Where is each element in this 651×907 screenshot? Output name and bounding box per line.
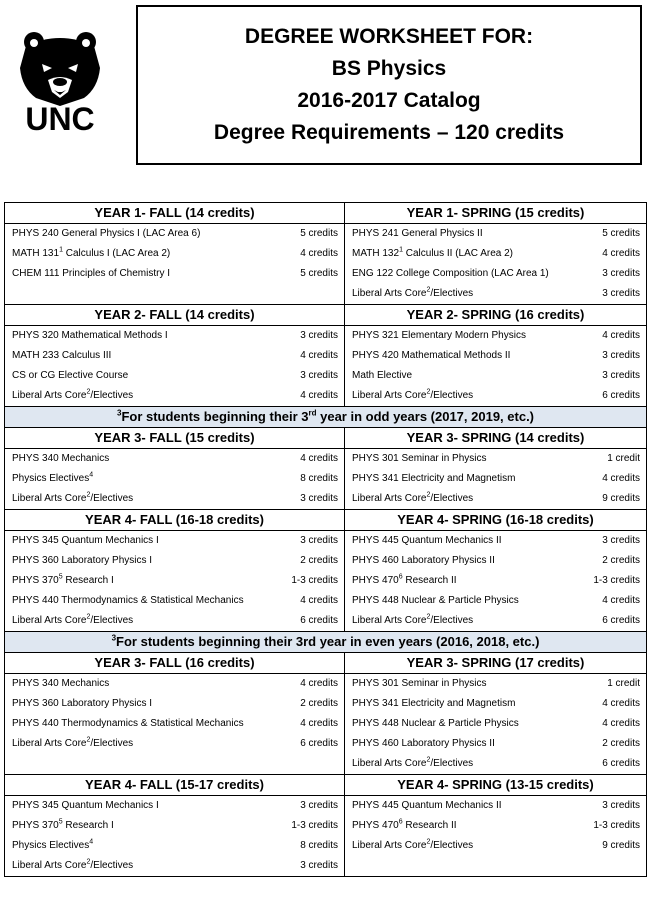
course-name: PHYS 345 Quantum Mechanics I — [12, 535, 159, 546]
course-name: MATH $131^1$ Calculus I (LAC Area 2) — [12, 246, 171, 259]
course-credits: 3 credits — [602, 268, 640, 279]
course-credits: 1-3 credits — [291, 575, 338, 586]
footnote-marker: 2 — [86, 858, 91, 866]
course-row — [345, 531, 646, 551]
course-row — [345, 611, 646, 631]
course-row — [5, 796, 344, 816]
semester-header: YEAR 2- SPRING (16 credits) — [345, 305, 647, 326]
footnote-marker: 2 — [426, 756, 431, 764]
course-name: PHYS 240 General Physics I (LAC Area 6) — [12, 228, 201, 239]
course-row — [345, 469, 646, 489]
course-name: Liberal Arts Core$^2$/Electives — [12, 736, 134, 749]
course-list — [345, 326, 647, 407]
section-note: $^3$For students beginning their 3rd year in odd years (2017, 2019, etc.) — [5, 407, 647, 428]
course-name: Liberal Arts Core$^2$/Electives — [12, 388, 134, 401]
semester-header: YEAR 3- SPRING (17 credits) — [345, 653, 647, 674]
course-credits: 5 credits — [300, 268, 338, 279]
footnote-marker: 2 — [426, 838, 431, 846]
course-credits: 1-3 credits — [291, 820, 338, 831]
semester-header: YEAR 1- SPRING (15 credits) — [345, 203, 647, 224]
course-name: PHYS $470^6$ Research II — [352, 818, 457, 831]
footnote-marker: 2 — [426, 388, 431, 396]
course-credits: 4 credits — [602, 595, 640, 606]
course-row — [5, 551, 344, 571]
course-list — [5, 224, 345, 305]
course-credits: 4 credits — [300, 595, 338, 606]
course-row — [5, 694, 344, 714]
course-name: Liberal Arts Core$^2$/Electives — [12, 858, 134, 871]
course-name: PHYS 445 Quantum Mechanics II — [352, 535, 502, 546]
footnote-marker: 6 — [398, 818, 403, 826]
course-credits: 6 credits — [300, 738, 338, 749]
course-row — [345, 836, 646, 856]
course-name: PHYS 360 Laboratory Physics I — [12, 698, 153, 709]
course-row — [5, 224, 344, 244]
course-name: Liberal Arts Core$^2$/Electives — [12, 491, 134, 504]
semester-header: YEAR 2- FALL (14 credits) — [5, 305, 345, 326]
course-credits: 4 credits — [602, 330, 640, 341]
course-credits: 1 credit — [607, 678, 640, 689]
degree-worksheet-table — [4, 202, 647, 877]
course-credits: 4 credits — [300, 390, 338, 401]
footnote-marker: 1 — [59, 246, 63, 254]
footnote-marker: 5 — [58, 573, 63, 581]
course-credits: 3 credits — [602, 370, 640, 381]
course-name: PHYS $470^6$ Research II — [352, 573, 457, 586]
footnote-marker: 2 — [426, 286, 431, 294]
course-list — [5, 796, 345, 877]
course-name: Liberal Arts Core$^2$/Electives — [352, 838, 474, 851]
course-list — [5, 674, 345, 775]
course-row — [5, 611, 344, 631]
course-credits: 3 credits — [602, 800, 640, 811]
footnote-marker: 2 — [426, 613, 431, 621]
course-credits: 6 credits — [602, 758, 640, 769]
footnote-marker: 2 — [86, 736, 91, 744]
course-name: PHYS 340 Mechanics — [12, 678, 110, 689]
course-name: CS or CG Elective Course — [12, 370, 129, 381]
course-credits: 2 credits — [300, 698, 338, 709]
course-row — [345, 346, 646, 366]
course-credits: 2 credits — [602, 555, 640, 566]
course-row — [5, 489, 344, 509]
course-row — [345, 796, 646, 816]
course-name: Liberal Arts Core$^2$/Electives — [352, 388, 474, 401]
course-row — [345, 284, 646, 304]
course-row — [5, 714, 344, 734]
course-name: PHYS 341 Electricity and Magnetism — [352, 698, 516, 709]
course-credits: 4 credits — [300, 678, 338, 689]
footnote-marker: 5 — [58, 818, 63, 826]
course-row — [345, 714, 646, 734]
course-credits: 4 credits — [602, 473, 640, 484]
course-row — [345, 244, 646, 264]
course-credits: 3 credits — [602, 350, 640, 361]
title-line-4: Degree Requirements – 120 credits — [213, 121, 565, 144]
semester-header: YEAR 1- FALL (14 credits) — [5, 203, 345, 224]
course-name: Physics Electives$^4$ — [12, 838, 94, 851]
course-name: PHYS 460 Laboratory Physics II — [352, 738, 495, 749]
course-credits: 9 credits — [602, 840, 640, 851]
course-name: PHYS 440 Thermodynamics & Statistical Mechanics — [12, 595, 244, 606]
course-credits: 3 credits — [300, 800, 338, 811]
footnote-marker: 4 — [89, 838, 94, 846]
semester-header: YEAR 3- FALL (16 credits) — [5, 653, 345, 674]
course-credits: 4 credits — [300, 718, 338, 729]
course-name: PHYS 301 Seminar in Physics — [352, 678, 487, 689]
course-name: Math Elective — [352, 370, 413, 381]
course-credits: 3 credits — [300, 535, 338, 546]
course-credits: 8 credits — [300, 473, 338, 484]
course-row — [5, 346, 344, 366]
course-list — [345, 224, 647, 305]
course-row — [5, 326, 344, 346]
course-credits: 4 credits — [300, 453, 338, 464]
semester-header: YEAR 4- SPRING (13-15 credits) — [345, 775, 647, 796]
course-name: PHYS 460 Laboratory Physics II — [352, 555, 495, 566]
semester-header: YEAR 4- FALL (15-17 credits) — [5, 775, 345, 796]
course-credits: 3 credits — [300, 330, 338, 341]
course-name: MATH $132^1$ Calculus II (LAC Area 2) — [352, 246, 514, 259]
course-row — [5, 571, 344, 591]
course-row — [5, 591, 344, 611]
course-name: Liberal Arts Core$^2$/Electives — [352, 491, 474, 504]
unc-logo — [4, 28, 116, 132]
semester-header: YEAR 3- SPRING (14 credits) — [345, 428, 647, 449]
course-row — [5, 469, 344, 489]
footnote-marker: rd — [308, 408, 317, 418]
course-row — [5, 856, 344, 876]
course-name: Liberal Arts Core$^2$/Electives — [12, 613, 134, 626]
course-name: PHYS 241 General Physics II — [352, 228, 483, 239]
course-credits: 6 credits — [602, 390, 640, 401]
course-name: PHYS 345 Quantum Mechanics I — [12, 800, 159, 811]
course-row — [345, 551, 646, 571]
footnote-marker: 3 — [111, 633, 117, 643]
course-name: PHYS 301 Seminar in Physics — [352, 453, 487, 464]
course-row — [345, 264, 646, 284]
course-row — [345, 449, 646, 469]
footnote-marker: 4 — [89, 471, 94, 479]
course-row — [5, 531, 344, 551]
course-row — [5, 449, 344, 469]
course-row — [5, 734, 344, 754]
course-row — [5, 244, 344, 264]
course-name: PHYS $370^5$ Research I — [12, 573, 114, 586]
course-row — [5, 674, 344, 694]
course-row — [5, 836, 344, 856]
course-list — [5, 531, 345, 632]
course-credits: 4 credits — [602, 248, 640, 259]
footnote-marker: 2 — [86, 491, 91, 499]
course-name: PHYS 341 Electricity and Magnetism — [352, 473, 516, 484]
course-name: Liberal Arts Core$^2$/Electives — [352, 756, 474, 769]
semester-header: YEAR 4- FALL (16-18 credits) — [5, 510, 345, 531]
course-name: PHYS 340 Mechanics — [12, 453, 110, 464]
footnote-marker: 2 — [86, 388, 91, 396]
course-row — [5, 816, 344, 836]
course-name: CHEM 111 Principles of Chemistry I — [12, 268, 171, 279]
course-row — [345, 571, 646, 591]
course-list — [345, 796, 647, 877]
course-row — [345, 754, 646, 774]
footnote-marker: 2 — [426, 491, 431, 499]
course-name: PHYS 320 Mathematical Methods I — [12, 330, 168, 341]
title-line-1: DEGREE WORKSHEET FOR: — [244, 25, 534, 48]
semester-header: YEAR 3- FALL (15 credits) — [5, 428, 345, 449]
course-list — [345, 449, 647, 510]
course-credits: 5 credits — [300, 228, 338, 239]
course-name: PHYS $370^5$ Research I — [12, 818, 114, 831]
bear-head-icon — [4, 28, 116, 132]
footnote-marker: 3 — [116, 408, 122, 418]
course-name: Liberal Arts Core$^2$/Electives — [352, 286, 474, 299]
course-row — [345, 326, 646, 346]
course-credits: 3 credits — [300, 370, 338, 381]
course-credits: 4 credits — [300, 248, 338, 259]
course-credits: 3 credits — [602, 535, 640, 546]
course-name: MATH 233 Calculus III — [12, 350, 112, 361]
course-credits: 4 credits — [300, 350, 338, 361]
course-credits: 4 credits — [602, 718, 640, 729]
course-credits: 3 credits — [300, 860, 338, 871]
course-credits: 1-3 credits — [593, 575, 640, 586]
title-line-3: 2016-2017 Catalog — [297, 89, 481, 112]
course-list — [345, 531, 647, 632]
course-row — [345, 386, 646, 406]
course-row — [345, 489, 646, 509]
course-credits: 3 credits — [300, 493, 338, 504]
course-credits: 2 credits — [300, 555, 338, 566]
title-line-2: BS Physics — [331, 57, 447, 80]
footnote-marker: 6 — [398, 573, 403, 581]
course-list — [5, 449, 345, 510]
course-name: Liberal Arts Core$^2$/Electives — [352, 613, 474, 626]
course-name: PHYS 321 Elementary Modern Physics — [352, 330, 526, 341]
course-credits: 5 credits — [602, 228, 640, 239]
course-row — [345, 224, 646, 244]
footnote-marker: 2 — [86, 613, 91, 621]
course-row — [5, 386, 344, 406]
footnote-marker: 1 — [399, 246, 403, 254]
course-name: ENG 122 College Composition (LAC Area 1) — [352, 268, 549, 279]
course-row — [345, 366, 646, 386]
course-row — [345, 734, 646, 754]
semester-header: YEAR 4- SPRING (16-18 credits) — [345, 510, 647, 531]
course-credits: 1 credit — [607, 453, 640, 464]
worksheet-title-box — [136, 5, 642, 165]
course-list — [5, 326, 345, 407]
course-row — [345, 591, 646, 611]
course-credits: 3 credits — [602, 288, 640, 299]
course-credits: 1-3 credits — [593, 820, 640, 831]
course-row — [345, 694, 646, 714]
course-name: PHYS 445 Quantum Mechanics II — [352, 800, 502, 811]
logo-wordmark: UNC — [25, 101, 95, 132]
course-credits: 4 credits — [602, 698, 640, 709]
course-credits: 8 credits — [300, 840, 338, 851]
section-note: $^3$For students beginning their 3rd year in even years (2016, 2018, etc.) — [5, 632, 647, 653]
course-name: PHYS 420 Mathematical Methods II — [352, 350, 511, 361]
course-row — [5, 366, 344, 386]
course-credits: 2 credits — [602, 738, 640, 749]
course-row — [345, 674, 646, 694]
course-credits: 6 credits — [300, 615, 338, 626]
course-list — [345, 674, 647, 775]
course-row — [5, 264, 344, 284]
course-name: PHYS 448 Nuclear & Particle Physics — [352, 595, 519, 606]
course-row — [345, 816, 646, 836]
course-credits: 6 credits — [602, 615, 640, 626]
course-name: PHYS 360 Laboratory Physics I — [12, 555, 153, 566]
course-name: Physics Electives$^4$ — [12, 471, 94, 484]
course-name: PHYS 448 Nuclear & Particle Physics — [352, 718, 519, 729]
course-credits: 9 credits — [602, 493, 640, 504]
course-name: PHYS 440 Thermodynamics & Statistical Mechanics — [12, 718, 244, 729]
